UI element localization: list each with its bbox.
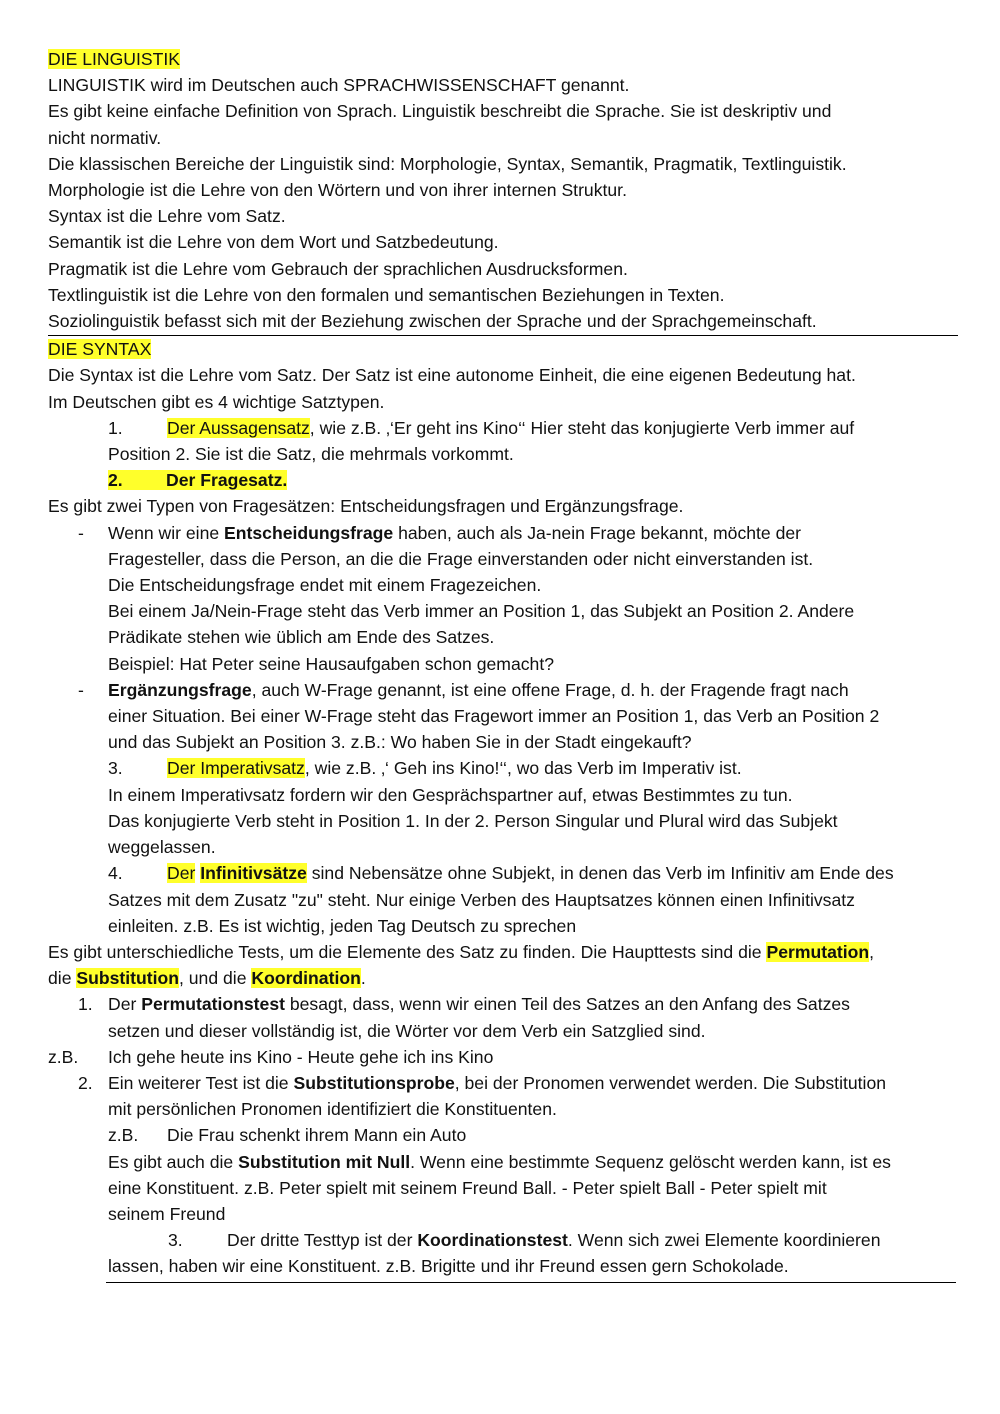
highlight-term: Substitution xyxy=(76,968,179,989)
paragraph-line: Textlinguistik ist die Lehre von den formalen und semantischen Beziehungen in Texten. xyxy=(48,284,725,305)
document-page xyxy=(48,46,958,1283)
dash-bullet: - xyxy=(78,522,84,543)
highlight-term: Koordination xyxy=(251,968,361,989)
paragraph-line: einleiten. z.B. Es ist wichtig, jeden Tag Deutsch zu sprechen xyxy=(108,915,577,936)
paragraph-line: Soziolinguistik befasst sich mit der Beziehung zwischen der Sprache und der Sprachgemeinschaft. xyxy=(48,311,817,332)
paragraph-line: Es gibt zwei Typen von Fragesätzen: Entscheidungsfragen und Ergänzungsfrage. xyxy=(48,496,684,517)
tests-intro: Es gibt unterschiedliche Tests, um die Elemente des Satz zu finden. Die Haupttests sind die Permutation, xyxy=(48,941,875,962)
paragraph-line: weggelassen. xyxy=(108,837,216,858)
paragraph-line: setzen und dieser vollständig ist, die Wörter vor dem Verb ein Satzglied sind. xyxy=(108,1020,706,1041)
highlight-term: Der Aussagensatz xyxy=(167,417,310,438)
highlight-term: Permutation xyxy=(766,941,870,962)
paragraph-line: Pragmatik ist die Lehre vom Gebrauch der sprachlichen Ausdrucksformen. xyxy=(48,258,628,279)
section-title-highlight: DIE SYNTAX xyxy=(48,339,152,360)
list-item-ergaenzungsfrage: - Ergänzungsfrage, auch W-Frage genannt, ist eine offene Frage, d. h. der Fragende fragt nach xyxy=(48,677,958,703)
satztyp-3: 3. Der Imperativsatz, wie z.B. ‚‘ Geh ins Kino!‘‘, wo das Verb im Imperativ ist. xyxy=(108,758,742,779)
paragraph-line: Semantik ist die Lehre von dem Wort und Satzbedeutung. xyxy=(48,232,499,253)
paragraph-line: nicht normativ. xyxy=(48,127,162,148)
paragraph-line: In einem Imperativsatz fordern wir den Gesprächspartner auf, etwas Bestimmtes zu tun. xyxy=(108,784,793,805)
highlight-term: Der Imperativsatz xyxy=(167,758,305,779)
paragraph-line: einer Situation. Bei einer W-Frage steht das Fragewort immer an Position 1, das Verb an Position 2 xyxy=(108,706,880,727)
highlight-term: Der xyxy=(167,863,196,884)
section-title-linguistik xyxy=(48,46,958,72)
example-line: z.B. Die Frau schenkt ihrem Mann ein Auto xyxy=(108,1125,467,1146)
section-title-highlight: DIE LINGUISTIK xyxy=(48,49,180,69)
paragraph-line: eine Konstituent. z.B. Peter spielt mit seinem Freund Ball. - Peter spielt Ball - Peter spielt mit xyxy=(108,1177,827,1198)
test-item-3: 3. Der dritte Testtyp ist der Koordinationstest. Wenn sich zwei Elemente koordinieren xyxy=(168,1230,881,1251)
paragraph-line: Es gibt auch die Substitution mit Null. Wenn eine bestimmte Sequenz gelöscht werden kann, ist es xyxy=(108,1151,891,1172)
paragraph-line: Beispiel: Hat Peter seine Hausaufgaben schon gemacht? xyxy=(108,653,554,674)
paragraph-line: Syntax ist die Lehre vom Satz. xyxy=(48,206,286,227)
paragraph-line: mit persönlichen Pronomen identifiziert die Konstituenten. xyxy=(108,1099,557,1120)
paragraph-line: Die klassischen Bereiche der Linguistik sind: Morphologie, Syntax, Semantik, Pragmatik, Textlinguistik. xyxy=(48,153,847,174)
paragraph-line: Prädikate stehen wie üblich am Ende des Satzes. xyxy=(108,627,495,648)
paragraph-line: Bei einem Ja/Nein-Frage steht das Verb immer an Position 1, das Subjekt an Position 2. Andere xyxy=(108,601,855,622)
paragraph-line: Position 2. Sie ist die Satz, die mehrmals vorkommt. xyxy=(108,444,514,465)
example-line: z.B. Ich gehe heute ins Kino - Heute gehe ich ins Kino xyxy=(48,1046,494,1067)
satztyp-1: 1. Der Aussagensatz, wie z.B. ‚‘Er geht ins Kino‘‘ Hier steht das konjugierte Verb immer auf xyxy=(108,417,855,438)
paragraph-line: LINGUISTIK wird im Deutschen auch SPRACHWISSENSCHAFT genannt. xyxy=(48,75,630,96)
tests-intro-cont: die Substitution, und die Koordination. xyxy=(48,968,366,989)
paragraph-line: seinem Freund xyxy=(108,1203,226,1224)
paragraph-line: und das Subjekt an Position 3. z.B.: Wo haben Sie in der Stadt eingekauft? xyxy=(108,732,692,753)
paragraph-line: Das konjugierte Verb steht in Position 1. In der 2. Person Singular und Plural wird das Subjekt xyxy=(108,810,838,831)
paragraph-line: Fragesteller, dass die Person, an die die Frage einverstanden oder nicht einverstanden ist. xyxy=(108,548,814,569)
satztyp-4: 4. Der Infinitivsätze sind Nebensätze ohne Subjekt, in denen das Verb im Infinitiv am Ende des xyxy=(108,863,894,884)
test-item-1: 1. Der Permutationstest besagt, dass, wenn wir einen Teil des Satzes an den Anfang des Satzes xyxy=(78,994,850,1015)
paragraph-line: Die Entscheidungsfrage endet mit einem Fragezeichen. xyxy=(108,575,542,596)
test-item-2: 2. Ein weiterer Test ist die Substitutionsprobe, bei der Pronomen verwendet werden. Die Substitution xyxy=(78,1072,887,1093)
paragraph-line: Im Deutschen gibt es 4 wichtige Satztypen. xyxy=(48,391,385,412)
paragraph-line: Satzes mit dem Zusatz "zu" steht. Nur einige Verben des Hauptsatzes können einen Infinitivsatz xyxy=(108,889,855,910)
list-item-entscheidungsfrage: - Wenn wir eine Entscheidungsfrage haben, auch als Ja-nein Frage bekannt, möchte der xyxy=(48,520,958,546)
paragraph-line: Morphologie ist die Lehre von den Wörtern und von ihrer internen Struktur. xyxy=(48,180,627,201)
section-divider xyxy=(106,1282,956,1283)
highlight-term: 2. Der Fragesatz. xyxy=(108,470,288,491)
paragraph-line: Die Syntax ist die Lehre vom Satz. Der Satz ist eine autonome Einheit, die eine eigenen Bedeutung hat. xyxy=(48,365,856,386)
section-title-syntax xyxy=(48,336,958,362)
dash-bullet: - xyxy=(78,679,84,700)
highlight-term: Infinitivsätze xyxy=(200,863,307,884)
paragraph-line: Es gibt keine einfache Definition von Sprach. Linguistik beschreibt die Sprache. Sie ist deskriptiv und xyxy=(48,101,832,122)
paragraph-line: lassen, haben wir eine Konstituent. z.B. Brigitte und ihr Freund essen gern Schokolade. xyxy=(108,1256,789,1277)
satztyp-2 xyxy=(48,467,958,493)
